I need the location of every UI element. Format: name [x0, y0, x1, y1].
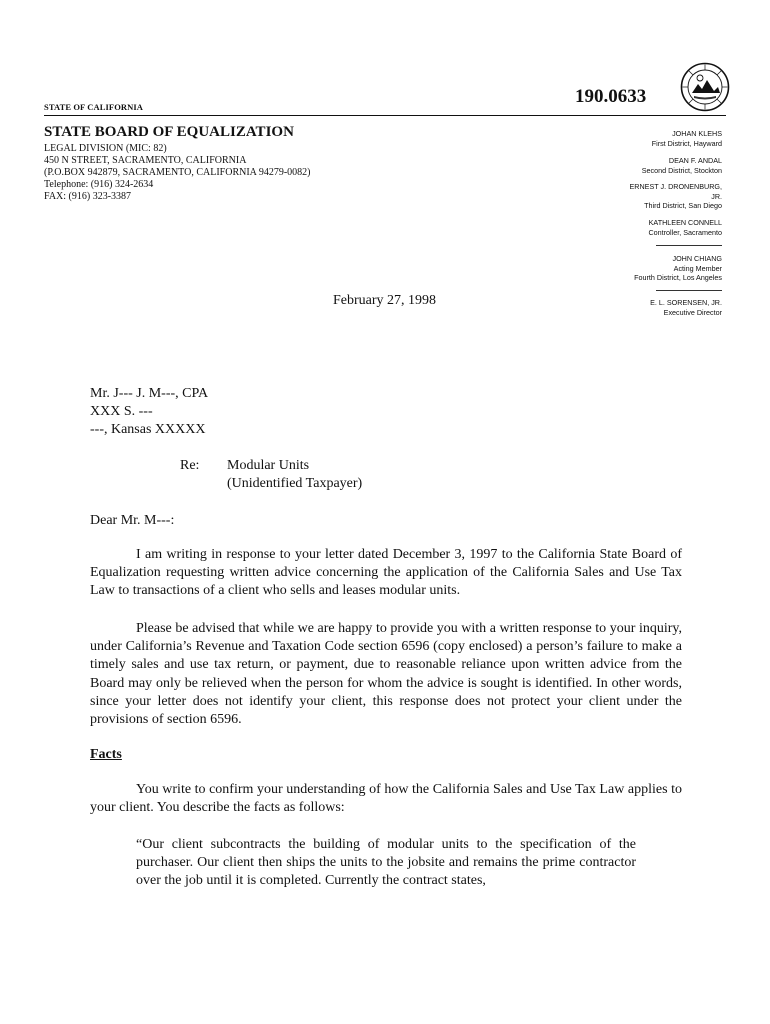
address-line: 450 N STREET, SACRAMENTO, CALIFORNIA — [44, 155, 247, 166]
block-quote: “Our client subcontracts the building of modular units to the specification of the purchaser. Our client then ships the units to the jobsite and remains the prime contractor over the job until it is completed. Currently the contract states, — [136, 837, 636, 889]
board-member — [629, 182, 722, 211]
member-name: DEAN F. ANDAL — [668, 156, 722, 165]
recipient-address — [90, 385, 208, 440]
member-name: JOHN CHIANG — [672, 254, 722, 263]
subject-lines — [227, 457, 362, 493]
member-title: First District, Hayward — [651, 138, 722, 148]
address-line: (P.O.BOX 942879, SACRAMENTO, CALIFORNIA 94279-0082) — [44, 167, 311, 178]
section-heading-facts: Facts — [90, 747, 122, 762]
subject-label: Re: — [180, 458, 200, 473]
paragraph: You write to confirm your understanding of how the California Sales and Use Tax Law applies to your client. You describe the facts as follows: — [90, 782, 682, 816]
member-title-line2: Fourth District, Los Angeles — [634, 273, 722, 282]
paragraph: I am writing in response to your letter dated December 3, 1997 to the California State Board of Equalization requesting written advice concerning the application of the California Sales and Use Tax Law to transactions of a client who sells and leases modular units. — [90, 547, 682, 599]
member-name: E. L. SORENSEN, JR. — [650, 298, 722, 307]
member-title: Acting Member — [673, 263, 722, 273]
member-title: Third District, San Diego — [644, 201, 722, 210]
paragraph: Please be advised that while we are happy to provide you with a written response to your inquiry, under California’s Revenue and Taxation Code section 6596 (copy enclosed) a person’s failure to make a timely sales and use tax return, or payment, due to reasonable reliance upon written advice from the Board may only be relieved when the person for whom the advice is sought is identified. In other words, since your letter does not identify your client, this response does not protect your client under the provisions of section 6596. — [90, 621, 682, 728]
board-member — [642, 156, 722, 175]
address-line: Telephone: (916) 324-2634 — [44, 179, 154, 190]
state-label: STATE OF CALIFORNIA — [44, 102, 144, 112]
subject-line: Modular Units — [227, 458, 310, 473]
recipient-line: Mr. J--- J. M---, CPA — [90, 386, 209, 401]
member-title: Executive Director — [663, 307, 722, 317]
address-line: FAX: (916) 323-3387 — [44, 191, 132, 202]
board-member — [634, 254, 722, 283]
header-divider — [44, 115, 726, 116]
state-seal-icon — [680, 62, 730, 112]
member-name: JOHAN KLEHS — [672, 129, 722, 138]
agency-name: STATE BOARD OF EQUALIZATION — [44, 124, 294, 140]
board-member — [650, 298, 722, 317]
member-title: Second District, Stockton — [641, 165, 722, 175]
member-name-suffix: JR. — [711, 191, 722, 201]
member-separator — [656, 245, 722, 246]
document-number: 190.0633 — [575, 86, 647, 107]
recipient-line: ---, Kansas XXXXX — [90, 422, 206, 438]
letter-date: February 27, 1998 — [333, 293, 437, 308]
recipient-line: XXX S. --- — [90, 404, 153, 420]
member-separator — [656, 290, 722, 291]
board-member — [648, 218, 722, 237]
board-member — [652, 129, 722, 148]
subject-line: (Unidentified Taxpayer) — [227, 476, 363, 492]
member-title: Controller, Sacramento — [648, 227, 722, 237]
member-name: KATHLEEN CONNELL — [648, 218, 722, 227]
member-name: ERNEST J. DRONENBURG, — [629, 182, 722, 191]
salutation: Dear Mr. M---: — [90, 513, 175, 528]
address-line: LEGAL DIVISION (MIC: 82) — [44, 143, 167, 154]
